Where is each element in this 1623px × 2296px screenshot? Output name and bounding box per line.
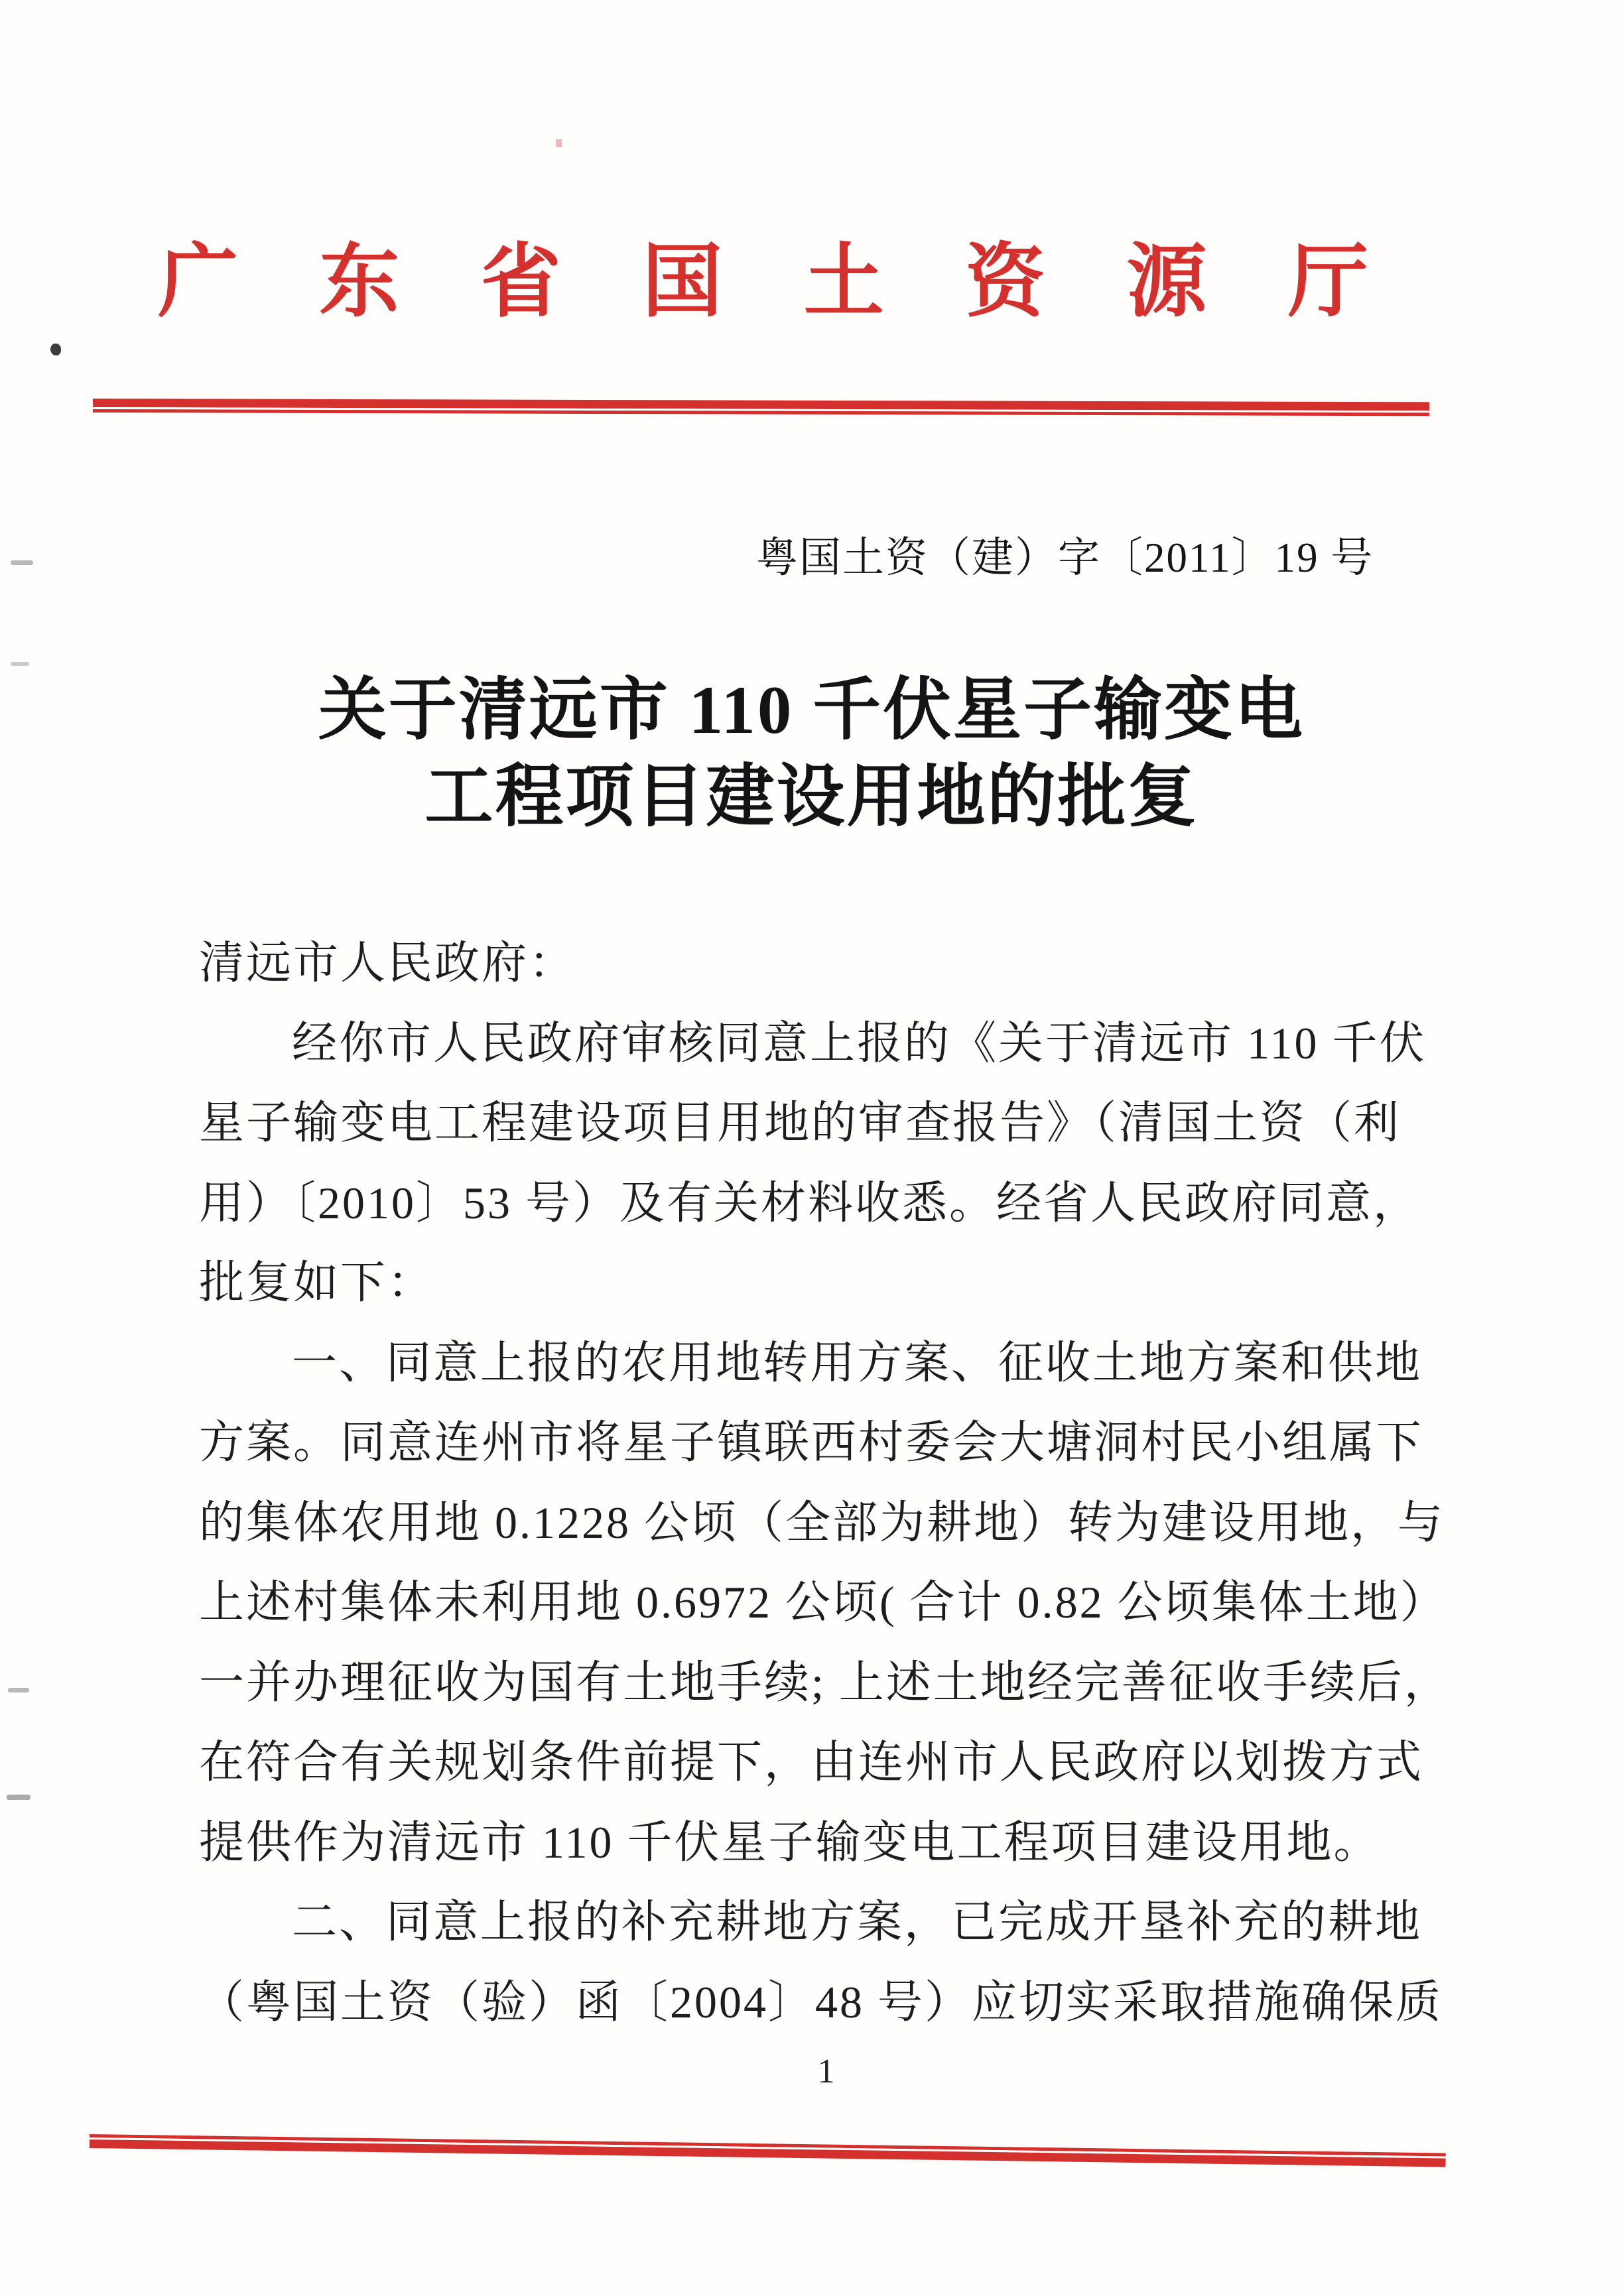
agency-name-char: 广 [158,238,239,327]
body-line: 上述村集体未利用地 0.6972 公顷( 合计 0.82 公顷集体土地） [199,1577,1447,1627]
body-line: 方案。同意连州市将星子镇联西村委会大塘洞村民小组属下 [199,1417,1424,1468]
agency-name-char: 资 [965,238,1046,327]
scan-artifact-speck [7,1795,31,1800]
body-line: （粤国土资（验）函〔2004〕48 号）应切实采取措施确保质 [199,1976,1443,2027]
agency-name-char: 土 [803,238,884,327]
document-title [0,667,1623,841]
document-title-line-1: 关于清远市 110 千伏星子输变电 [318,672,1305,748]
body-line: 经你市人民政府审核同意上报的《关于清远市 110 千伏 [292,1017,1427,1068]
document-reference-number: 粤国土资（建）字〔2011〕19 号 [756,535,1374,581]
body-line: 二、同意上报的补充耕地方案，已完成开垦补充的耕地 [292,1897,1423,1947]
agency-name-char: 源 [1126,238,1207,327]
scan-artifact-dot [50,344,61,355]
scan-artifact-speck [11,560,33,565]
agency-name-char: 东 [319,238,400,327]
body-line: 星子输变电工程建设项目用地的审查报告》（清国土资（利 [199,1098,1401,1148]
body-lines [199,1003,1453,2043]
body-line: 在符合有关规划条件前提下，由连州市人民政府以划拨方式 [199,1737,1424,1787]
body-line: 的集体农用地 0.1228 公顷（全部为耕地）转为建设用地，与 [199,1497,1445,1548]
body-line: 提供作为清远市 110 千伏星子输变电工程项目建设用地。 [199,1817,1381,1868]
body-line: 批复如下： [199,1257,435,1308]
page-number: 1 [817,2053,835,2090]
body-line: 一、同意上报的农用地转用方案、征收土地方案和供地 [292,1337,1423,1388]
salutation-line: 清远市人民政府： [199,938,576,988]
body-line: 用）〔2010〕53 号）及有关材料收悉。经省人民政府同意， [199,1177,1421,1228]
agency-name-char: 省 [480,238,561,327]
footer-separator-rule [90,2134,1446,2167]
body-line: 一并办理征收为国有土地手续; 上述土地经完善征收手续后， [199,1657,1451,1708]
scan-artifact-speck [556,139,562,147]
document-body [199,923,1453,2042]
document-title-line-2: 工程项目建设用地的批复 [424,759,1199,835]
scan-artifact-speck [11,662,29,666]
header-separator-rule [93,399,1429,416]
agency-name-header [158,238,1368,333]
scan-artifact-speck [8,1688,29,1692]
agency-name-char: 厅 [1287,238,1368,327]
agency-name-char: 国 [642,238,723,327]
